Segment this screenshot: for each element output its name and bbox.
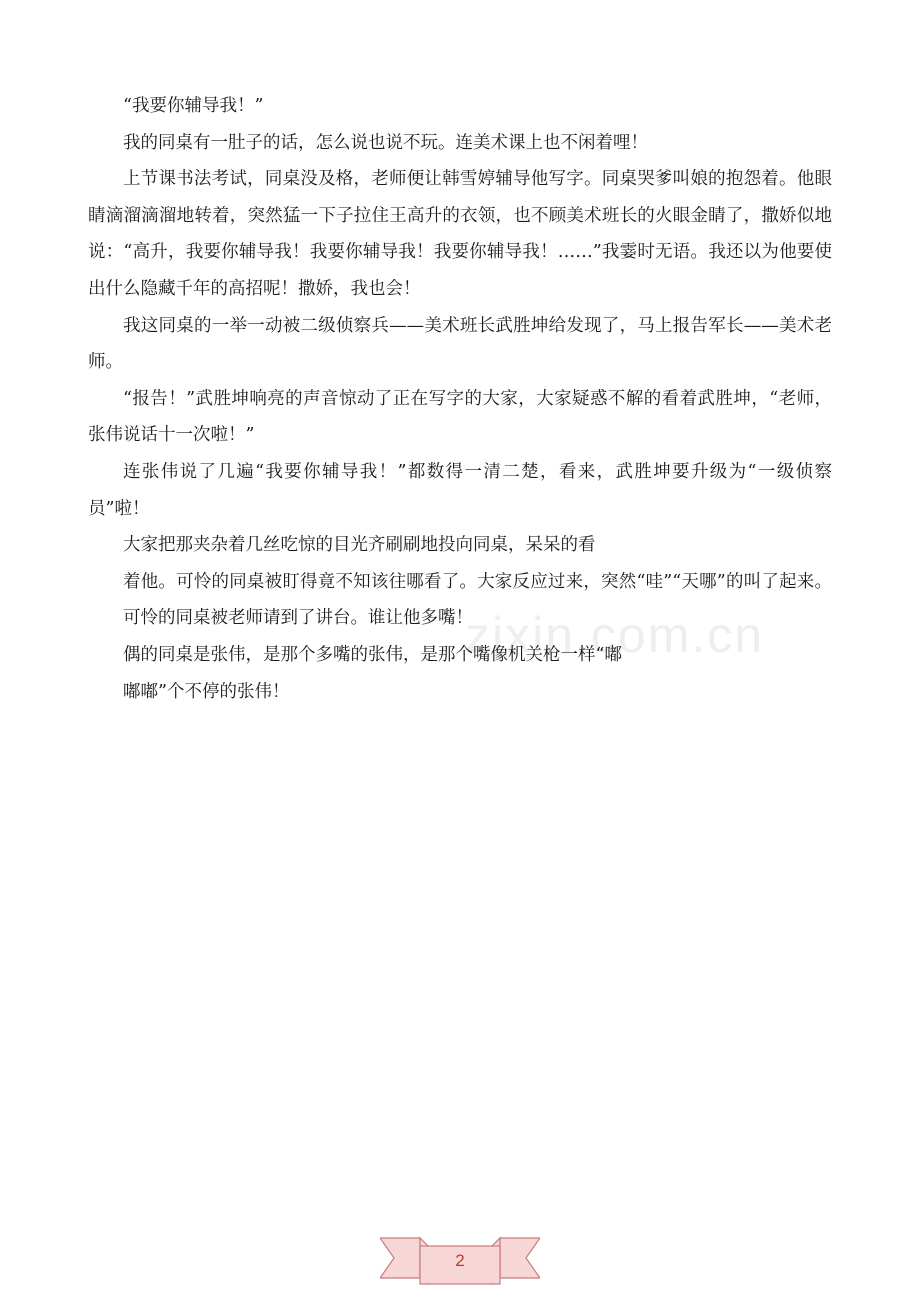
paragraph-5: “报告！”武胜坤响亮的声音惊动了正在写字的大家，大家疑惑不解的看着武胜坤，“老师，张伟说话十一次啦！” xyxy=(88,388,832,446)
paragraph-6: 连张伟说了几遍“我要你辅导我！”都数得一清二楚，看来，武胜坤要升级为“一级侦察员”啦！ xyxy=(88,461,832,519)
page-number: 2 xyxy=(455,1251,465,1270)
paragraph-9: 偶的同桌是张伟，是那个多嘴的张伟，是那个嘴像机关枪一样“嘟 xyxy=(123,644,622,665)
paragraph-10: 嘟嘟”个不停的张伟！ xyxy=(123,681,290,702)
paragraph-8: 着他。可怜的同桌被盯得竟不知该往哪看了。大家反应过来，突然“哇”“天哪”的叫了起来。可怜的同桌被老师请到了讲台。谁让他多嘴！ xyxy=(123,571,832,629)
page-number-badge xyxy=(380,1232,540,1290)
paragraph-2: 我的同桌有一肚子的话，怎么说也说不玩。连美术课上也不闲着哩！ xyxy=(123,132,648,153)
watermark-text: zixin.com.cn xyxy=(465,607,765,663)
paragraph-7: 大家把那夹杂着几丝吃惊的目光齐刷刷地投向同桌，呆呆的看 xyxy=(123,535,596,556)
paragraph-1: “我要你辅导我！” xyxy=(123,96,264,116)
paragraph-3: 上节课书法考试，同桌没及格，老师便让韩雪婷辅导他写字。同桌哭爹叫娘的抱怨着。他眼睛滴溜滴溜地转着，突然猛一下子拉住王高升的衣领，也不顾美术班长的火眼金睛了，撒娇似地说：“高升，我要你辅导我！我要你辅导我！我要你辅导我！……”我霎时无语。我还以为他要使出什么隐藏千年的高招呢！撒娇，我也会！ xyxy=(88,169,832,299)
article-body xyxy=(88,88,832,710)
paragraph-4: 我这同桌的一举一动被二级侦察兵——美术班长武胜坤给发现了，马上报告军长——美术老师。 xyxy=(88,315,832,373)
